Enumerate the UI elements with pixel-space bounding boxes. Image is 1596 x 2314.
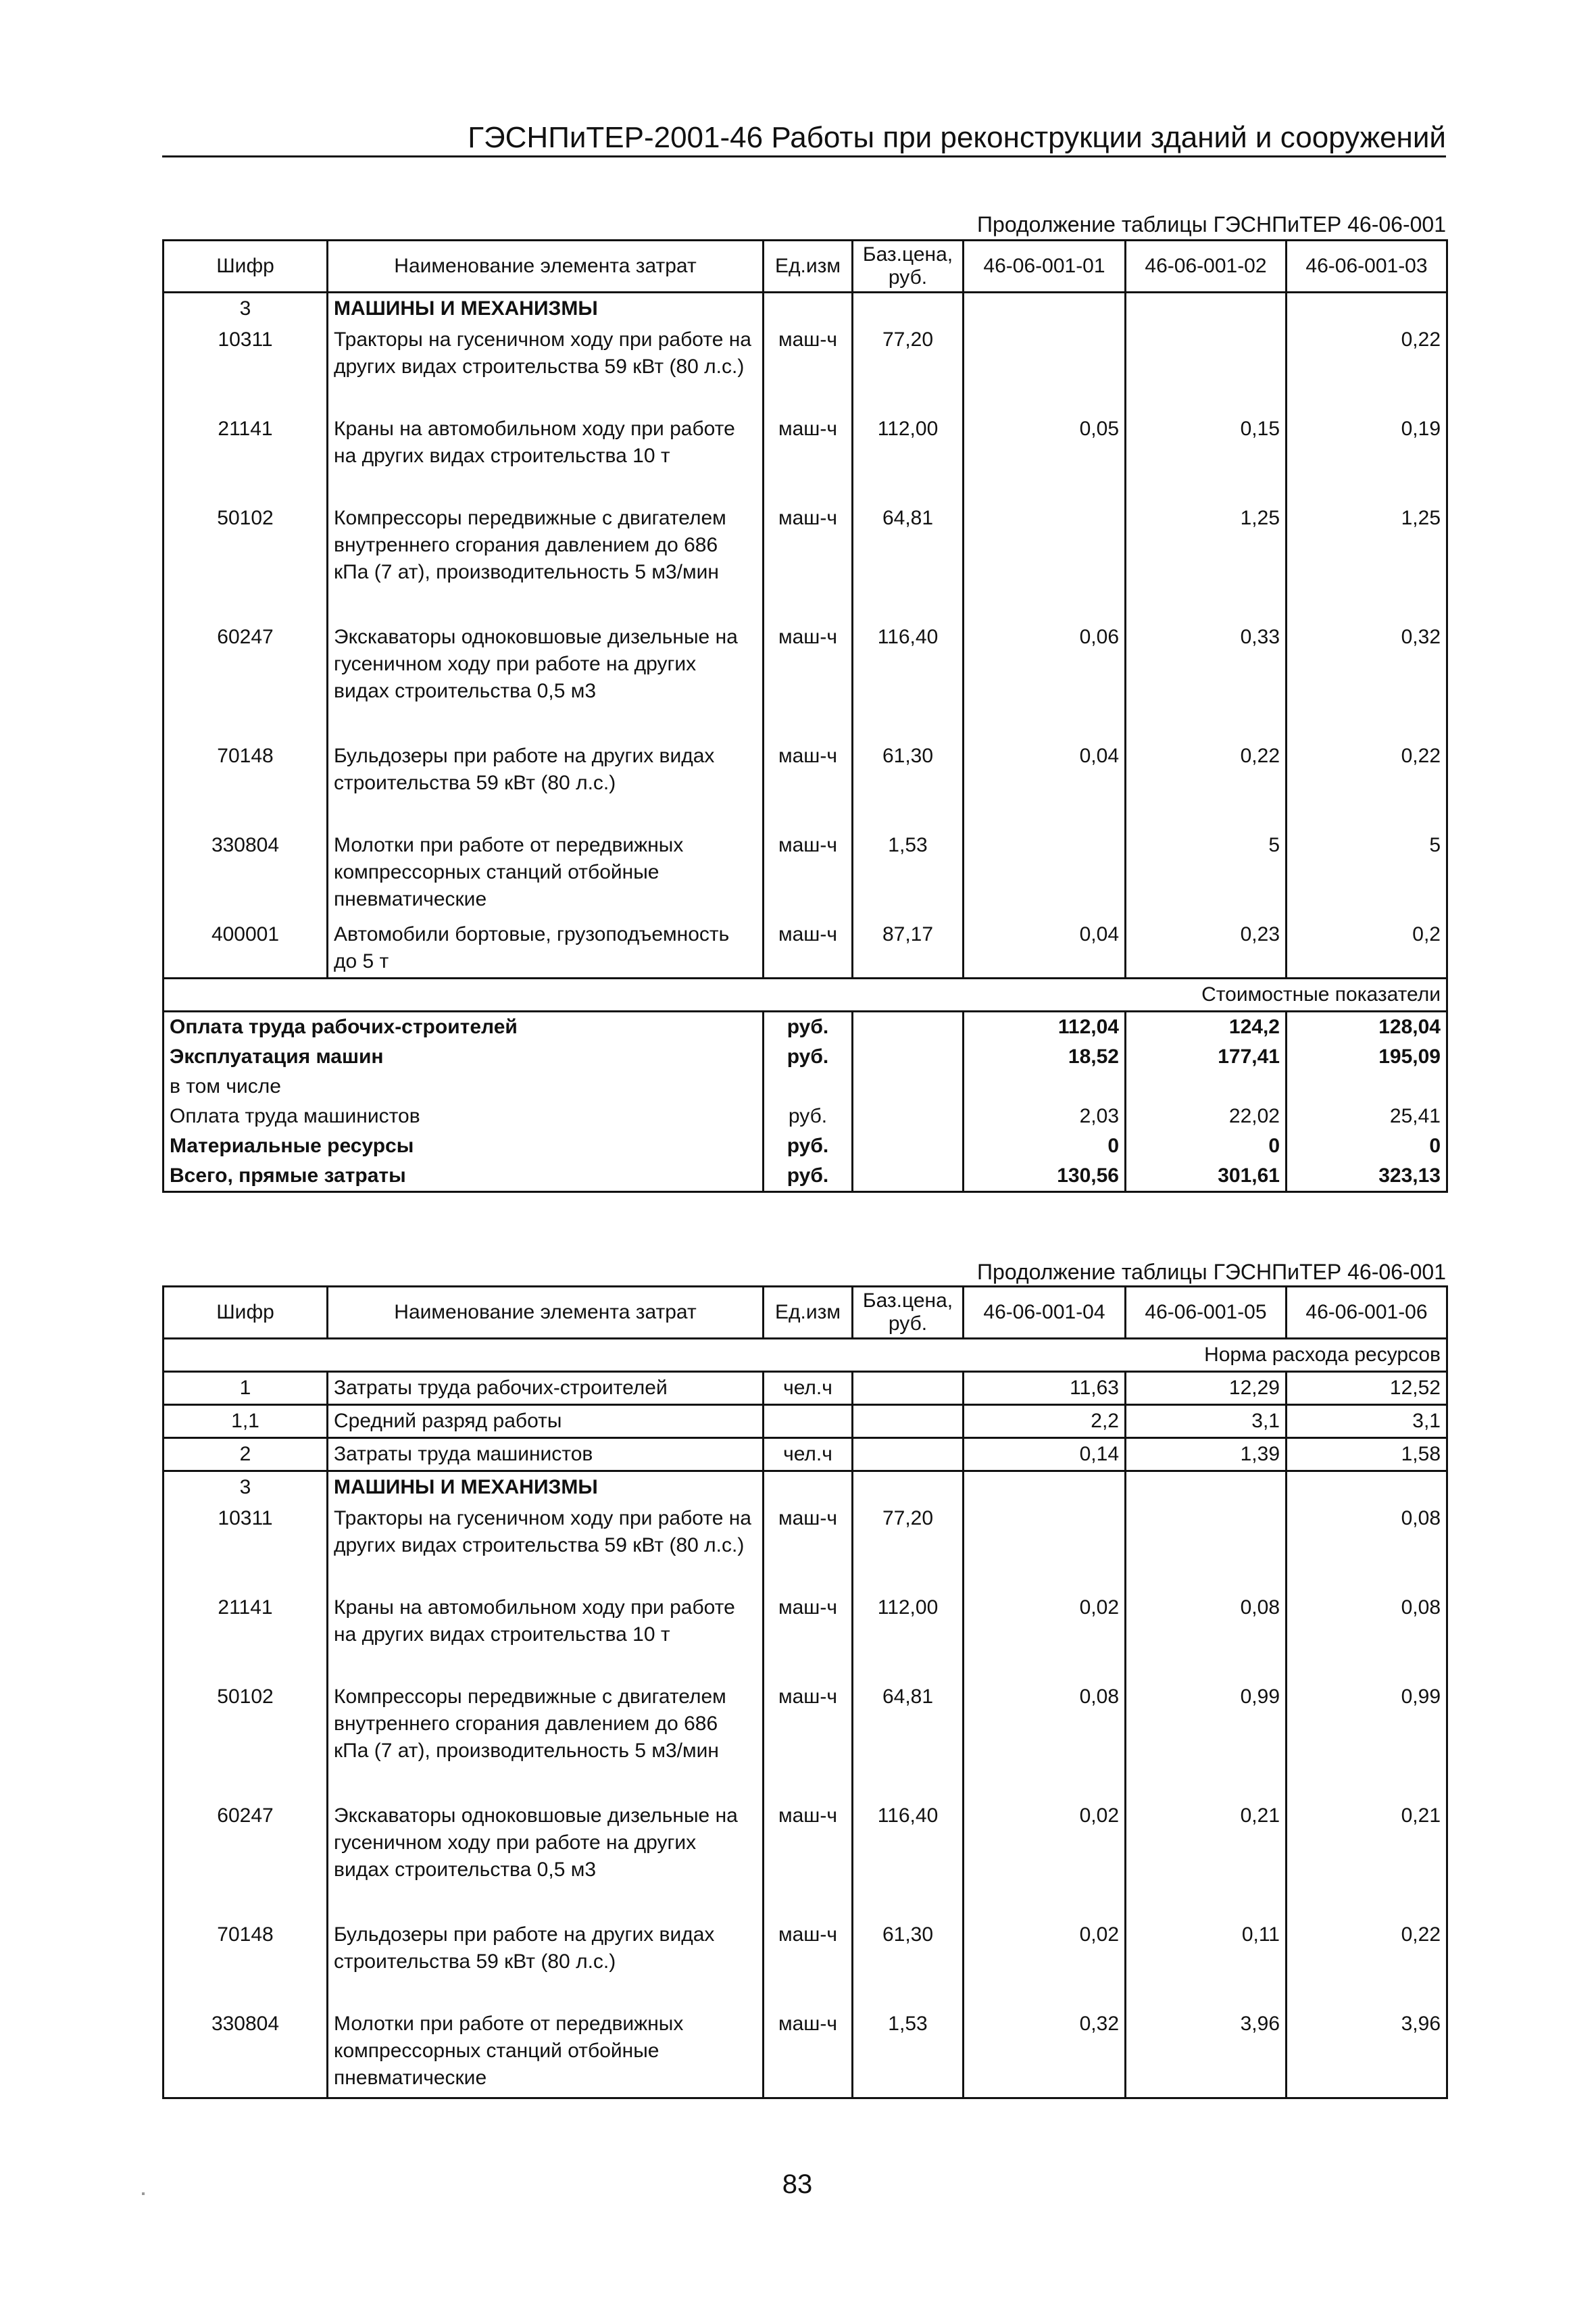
row-v1 [964,1503,1126,1592]
row-unit: маш-ч [764,503,853,622]
section-row [164,293,1447,325]
row-unit [764,1405,853,1438]
scan-speck [142,2192,145,2195]
row-price: 116,40 [853,622,964,741]
total-row [164,1102,1447,1131]
row-v1: 0,06 [964,622,1126,741]
total-unit: руб. [764,1012,853,1043]
row-unit: маш-ч [764,919,853,979]
row-v2: 3,1 [1126,1405,1287,1438]
section-name: МАШИНЫ И МЕХАНИЗМЫ [328,1471,764,1504]
row-name: Краны на автомобильном ходу при работе на других видах строительства 10 т [328,1592,764,1681]
row-name: Компрессоры передвижные с двигателем внутреннего сгорания давлением до 686 кПа (7 ат), производительность 5 м3/мин [328,1681,764,1800]
row-v3: 0,08 [1287,1592,1447,1681]
total-v2: 0 [1126,1131,1287,1161]
row-price: 61,30 [853,741,964,830]
total-v2: 124,2 [1126,1012,1287,1043]
section-code: 3 [164,1471,328,1504]
row-v3: 0,2 [1287,919,1447,979]
row-name: Молотки при работе от передвижных компрессорных станций отбойные пневматические [328,830,764,919]
row-v2: 5 [1126,830,1287,919]
row-name: Средний разряд работы [328,1405,764,1438]
col-v3-header: 46-06-001-06 [1287,1287,1447,1339]
row-v3: 0,32 [1287,622,1447,741]
row-code: 1,1 [164,1405,328,1438]
row-v3: 0,22 [1287,1919,1447,2009]
table-row [164,1592,1447,1681]
row-price: 77,20 [853,1503,964,1592]
table1-caption: Продолжение таблицы ГЭСНПиТЕР 46-06-001 [977,212,1446,237]
row-v1: 11,63 [964,1372,1126,1405]
row-price: 112,00 [853,414,964,503]
row-v1: 0,02 [964,1800,1126,1919]
total-v2: 301,61 [1126,1161,1287,1192]
row-name: Краны на автомобильном ходу при работе на других видах строительства 10 т [328,414,764,503]
row-name: Бульдозеры при работе на других видах строительства 59 кВт (80 л.с.) [328,1919,764,2009]
total-unit: руб. [764,1102,853,1131]
row-code: 1 [164,1372,328,1405]
total-row [164,1012,1447,1043]
col-v2-header: 46-06-001-05 [1126,1287,1287,1339]
row-v3: 0,21 [1287,1800,1447,1919]
row-code: 10311 [164,1503,328,1592]
total-unit [764,1072,853,1102]
row-v1: 0,14 [964,1438,1126,1471]
total-v3: 0 [1287,1131,1447,1161]
row-v2: 0,22 [1126,741,1287,830]
col-price-header: Баз.цена, руб. [853,1287,964,1339]
row-code: 70148 [164,1919,328,2009]
table-row [164,2009,1447,2098]
row-v2: 0,99 [1126,1681,1287,1800]
page-number: 83 [782,2169,813,2199]
total-v3: 25,41 [1287,1102,1447,1131]
total-name: в том числе [164,1072,764,1102]
col-code-header: Шифр [164,1287,328,1339]
row-v2: 0,23 [1126,919,1287,979]
row-unit: маш-ч [764,1503,853,1592]
row-v2: 0,08 [1126,1592,1287,1681]
row-unit: маш-ч [764,324,853,414]
row-v1: 0,02 [964,1919,1126,2009]
row-v2: 0,15 [1126,414,1287,503]
total-unit: руб. [764,1131,853,1161]
col-name-header: Наименование элемента затрат [328,241,764,293]
total-v1: 130,56 [964,1161,1126,1192]
row-v1: 0,02 [964,1592,1126,1681]
total-row [164,1131,1447,1161]
section-row [164,1471,1447,1504]
table-row [164,503,1447,622]
table2-caption: Продолжение таблицы ГЭСНПиТЕР 46-06-001 [977,1260,1446,1284]
row-unit: маш-ч [764,622,853,741]
row-price: 77,20 [853,324,964,414]
row-v1: 0,04 [964,919,1126,979]
total-v2: 22,02 [1126,1102,1287,1131]
row-code: 60247 [164,622,328,741]
total-v3: 128,04 [1287,1012,1447,1043]
table-row [164,1503,1447,1592]
row-unit: маш-ч [764,1800,853,1919]
total-name: Всего, прямые затраты [164,1161,764,1192]
row-unit: маш-ч [764,2009,853,2098]
row-price [853,1405,964,1438]
row-unit: маш-ч [764,1919,853,2009]
row-name: Автомобили бортовые, грузоподъемность до 5 т [328,919,764,979]
section-name: МАШИНЫ И МЕХАНИЗМЫ [328,293,764,325]
row-v1 [964,503,1126,622]
table-row [164,324,1447,414]
row-price: 64,81 [853,1681,964,1800]
row-v2: 0,21 [1126,1800,1287,1919]
table-row [164,622,1447,741]
row-v3: 0,19 [1287,414,1447,503]
section-code: 3 [164,293,328,325]
col-unit-header: Ед.изм [764,241,853,293]
total-v1: 112,04 [964,1012,1126,1043]
total-row [164,1072,1447,1102]
total-v2: 177,41 [1126,1042,1287,1072]
table-row [164,830,1447,919]
row-v2: 1,25 [1126,503,1287,622]
labor-row [164,1405,1447,1438]
row-v2: 1,39 [1126,1438,1287,1471]
row-price: 61,30 [853,1919,964,2009]
total-v1: 0 [964,1131,1126,1161]
total-v1: 18,52 [964,1042,1126,1072]
row-v3: 0,08 [1287,1503,1447,1592]
row-price: 116,40 [853,1800,964,1919]
row-unit: маш-ч [764,741,853,830]
row-code: 70148 [164,741,328,830]
row-v3: 0,99 [1287,1681,1447,1800]
row-v2: 0,33 [1126,622,1287,741]
table-row [164,1800,1447,1919]
col-code-header: Шифр [164,241,328,293]
row-v1: 0,08 [964,1681,1126,1800]
row-v3: 1,58 [1287,1438,1447,1471]
row-v1: 2,2 [964,1405,1126,1438]
row-v1: 0,32 [964,2009,1126,2098]
row-unit: маш-ч [764,1592,853,1681]
cost-header-row [164,979,1447,1012]
total-unit: руб. [764,1161,853,1192]
row-name: Тракторы на гусеничном ходу при работе на других видах строительства 59 кВт (80 л.с.) [328,324,764,414]
table1-header-row [164,241,1447,293]
total-v3: 323,13 [1287,1161,1447,1192]
col-v3-header: 46-06-001-03 [1287,241,1447,293]
total-name: Оплата труда машинистов [164,1102,764,1131]
row-v3: 1,25 [1287,503,1447,622]
running-header: ГЭСНПиТЕР-2001-46 Работы при реконструкции зданий и сооружений [162,120,1446,157]
total-v3: 195,09 [1287,1042,1447,1072]
row-unit: маш-ч [764,414,853,503]
cost-header: Стоимостные показатели [164,979,1447,1012]
row-name: Бульдозеры при работе на других видах строительства 59 кВт (80 л.с.) [328,741,764,830]
table-row [164,1681,1447,1800]
total-row [164,1042,1447,1072]
row-v2 [1126,324,1287,414]
row-name: Затраты труда рабочих-строителей [328,1372,764,1405]
row-v2: 3,96 [1126,2009,1287,2098]
labor-row [164,1438,1447,1471]
row-price: 112,00 [853,1592,964,1681]
row-code: 60247 [164,1800,328,1919]
row-v3: 5 [1287,830,1447,919]
table-row [164,414,1447,503]
row-price [853,1438,964,1471]
row-code: 330804 [164,830,328,919]
total-unit: руб. [764,1042,853,1072]
row-code: 50102 [164,1681,328,1800]
row-v1: 0,05 [964,414,1126,503]
norm-header: Норма расхода ресурсов [164,1339,1447,1372]
col-v1-header: 46-06-001-04 [964,1287,1126,1339]
row-name: Тракторы на гусеничном ходу при работе на других видах строительства 59 кВт (80 л.с.) [328,1503,764,1592]
row-price [853,1372,964,1405]
table-row [164,1919,1447,2009]
row-price: 64,81 [853,503,964,622]
table2-header-row [164,1287,1447,1339]
row-name: Компрессоры передвижные с двигателем внутреннего сгорания давлением до 686 кПа (7 ат), производительность 5 м3/мин [328,503,764,622]
row-code: 21141 [164,414,328,503]
row-price: 1,53 [853,830,964,919]
row-v3: 0,22 [1287,741,1447,830]
total-name: Оплата труда рабочих-строителей [164,1012,764,1043]
row-v3: 0,22 [1287,324,1447,414]
total-v1 [964,1072,1126,1102]
row-code: 10311 [164,324,328,414]
table-row [164,919,1447,979]
total-v1: 2,03 [964,1102,1126,1131]
row-v3: 3,96 [1287,2009,1447,2098]
row-v3: 3,1 [1287,1405,1447,1438]
labor-row [164,1372,1447,1405]
table2 [162,1285,1448,2099]
total-v2 [1126,1072,1287,1102]
col-unit-header: Ед.изм [764,1287,853,1339]
row-v1: 0,04 [964,741,1126,830]
row-unit: чел.ч [764,1438,853,1471]
row-v1 [964,324,1126,414]
col-price-header: Баз.цена, руб. [853,241,964,293]
row-unit: маш-ч [764,1681,853,1800]
total-name: Материальные ресурсы [164,1131,764,1161]
row-price: 1,53 [853,2009,964,2098]
total-row [164,1161,1447,1192]
row-code: 2 [164,1438,328,1471]
row-name: Затраты труда машинистов [328,1438,764,1471]
row-unit: чел.ч [764,1372,853,1405]
row-code: 330804 [164,2009,328,2098]
row-code: 400001 [164,919,328,979]
row-v1 [964,830,1126,919]
row-v3: 12,52 [1287,1372,1447,1405]
row-unit: маш-ч [764,830,853,919]
total-v3 [1287,1072,1447,1102]
row-name: Молотки при работе от передвижных компрессорных станций отбойные пневматические [328,2009,764,2098]
table-row [164,741,1447,830]
table1 [162,239,1448,1193]
row-code: 50102 [164,503,328,622]
row-name: Экскаваторы одноковшовые дизельные на гусеничном ходу при работе на других видах строительства 0,5 м3 [328,1800,764,1919]
row-v2 [1126,1503,1287,1592]
row-v2: 0,11 [1126,1919,1287,2009]
total-name: Эксплуатация машин [164,1042,764,1072]
col-name-header: Наименование элемента затрат [328,1287,764,1339]
norm-header-row [164,1339,1447,1372]
row-code: 21141 [164,1592,328,1681]
row-name: Экскаваторы одноковшовые дизельные на гусеничном ходу при работе на других видах строительства 0,5 м3 [328,622,764,741]
col-v1-header: 46-06-001-01 [964,241,1126,293]
col-v2-header: 46-06-001-02 [1126,241,1287,293]
row-price: 87,17 [853,919,964,979]
row-v2: 12,29 [1126,1372,1287,1405]
